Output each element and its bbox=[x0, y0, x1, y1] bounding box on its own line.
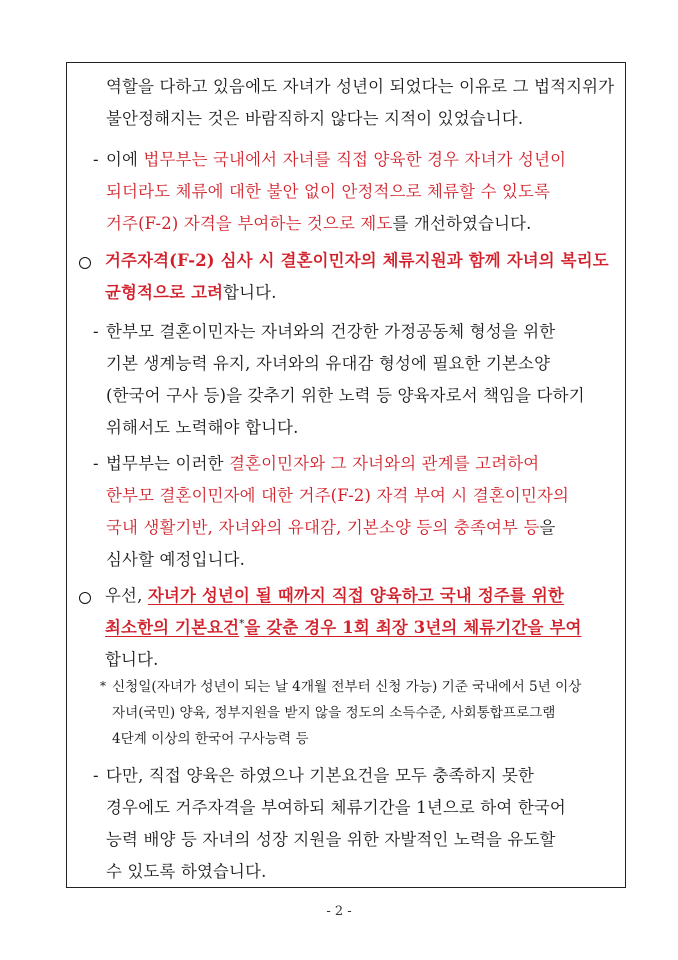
text-segment: 한부모 결혼이민자는 자녀와의 건강한 가정공동체 형성을 위한 bbox=[106, 322, 556, 341]
text-line bbox=[105, 245, 609, 277]
paragraph-1 bbox=[106, 71, 614, 135]
text-segment: 4단계 이상의 한국어 구사능력 등 bbox=[112, 731, 309, 747]
dash-marker: - bbox=[93, 454, 99, 473]
text-line bbox=[112, 674, 581, 700]
dash-marker: - bbox=[93, 150, 99, 169]
text-segment: 을 갖춘 경우 1회 최장 3년의 체류기간을 부여 bbox=[244, 618, 582, 637]
text-segment: 수 있도록 하였습니다. bbox=[106, 862, 267, 881]
footnote-marker: * bbox=[100, 679, 106, 693]
text-segment: 법무부는 국내에서 자녀를 직접 양육한 경우 자녀가 성년이 bbox=[143, 150, 567, 169]
paragraph-4 bbox=[106, 316, 585, 444]
text-segment: 역할을 다하고 있음에도 자녀가 성년이 되었다는 이유로 그 법적지위가 bbox=[106, 77, 615, 96]
text-segment: 자녀가 성년이 될 때까지 직접 양육하고 국내 정주를 위한 bbox=[147, 586, 564, 605]
text-segment: 결혼이민자와 그 자녀와의 관계를 고려하여 bbox=[229, 454, 540, 473]
text-segment: * bbox=[239, 618, 245, 630]
text-line bbox=[112, 726, 581, 752]
text-line bbox=[106, 412, 585, 444]
text-line bbox=[106, 103, 614, 135]
text-line bbox=[106, 760, 566, 792]
text-segment: 이에 bbox=[106, 150, 144, 169]
text-line bbox=[106, 856, 566, 888]
text-segment: (한국어 구사 등)을 갖추기 위한 노력 등 양육자로서 책임을 다하기 bbox=[106, 386, 585, 405]
text-line bbox=[112, 700, 581, 726]
paragraph-7 bbox=[106, 760, 566, 888]
text-line bbox=[106, 71, 614, 103]
text-segment: 다만, 직접 양육은 하였으나 기본요건을 모두 충족하지 못한 bbox=[106, 766, 535, 785]
text-segment: 최소한의 기본요건 bbox=[105, 618, 240, 637]
circle-bullet-icon bbox=[79, 592, 91, 604]
text-segment: 를 개선하였습니다. bbox=[392, 214, 532, 233]
page-number: - 2 - bbox=[326, 904, 352, 919]
text-line bbox=[106, 380, 585, 412]
text-segment: 심사할 예정입니다. bbox=[106, 550, 246, 569]
text-line bbox=[106, 176, 566, 208]
text-segment: 균형적으로 고려 bbox=[105, 283, 224, 302]
text-segment: 합니다. bbox=[223, 283, 277, 302]
paragraph-2 bbox=[106, 144, 566, 240]
text-line bbox=[106, 348, 585, 380]
circle-bullet-icon bbox=[79, 257, 91, 269]
text-segment: 위해서도 노력해야 합니다. bbox=[106, 418, 299, 437]
text-line bbox=[106, 316, 585, 348]
paragraph-6 bbox=[105, 580, 582, 676]
text-segment: 거주(F-2) 자격을 부여하는 것으로 제도 bbox=[106, 214, 393, 233]
text-segment: 을 bbox=[539, 518, 556, 537]
dash-marker: - bbox=[93, 766, 99, 785]
text-line bbox=[106, 544, 569, 576]
text-segment: 한부모 결혼이민자에 대한 거주(F-2) 자격 부여 시 결혼이민자의 bbox=[106, 486, 570, 505]
paragraph-3 bbox=[105, 245, 609, 309]
text-line bbox=[106, 792, 566, 824]
text-segment: 경우에도 거주자격을 부여하되 체류기간을 1년으로 하여 한국어 bbox=[106, 798, 566, 817]
text-segment: 법무부는 이러한 bbox=[106, 454, 230, 473]
text-segment: 합니다. bbox=[105, 650, 159, 669]
text-line bbox=[106, 144, 566, 176]
footnote bbox=[112, 674, 581, 752]
text-line bbox=[105, 644, 582, 676]
text-line bbox=[106, 824, 566, 856]
text-line bbox=[105, 580, 582, 612]
text-segment: 자녀(국민) 양육, 정부지원을 받지 않을 정도의 소득수준, 사회통합프로그램 bbox=[112, 705, 556, 721]
paragraph-5 bbox=[106, 448, 569, 576]
text-segment: 불안정해지는 것은 바람직하지 않다는 지적이 있었습니다. bbox=[106, 109, 524, 128]
dash-marker: - bbox=[93, 322, 99, 341]
text-line bbox=[106, 512, 569, 544]
text-segment: 국내 생활기반, 자녀와의 유대감, 기본소양 등의 충족여부 등 bbox=[106, 518, 540, 537]
text-line bbox=[106, 480, 569, 512]
text-segment: 능력 배양 등 자녀의 성장 지원을 위한 자발적인 노력을 유도할 bbox=[106, 830, 556, 849]
text-line bbox=[105, 612, 582, 644]
text-segment: 기본 생계능력 유지, 자녀와의 유대감 형성에 필요한 기본소양 bbox=[106, 354, 551, 373]
text-line bbox=[106, 208, 566, 240]
text-segment: 거주자격(F-2) 심사 시 결혼이민자의 체류지원과 함께 자녀의 복리도 bbox=[105, 251, 609, 270]
text-segment: 신청일(자녀가 성년이 되는 날 4개월 전부터 신청 가능) 기준 국내에서 5년 이상 bbox=[112, 679, 582, 695]
text-line bbox=[105, 277, 609, 309]
text-line bbox=[106, 448, 569, 480]
text-segment: 되더라도 체류에 대한 불안 없이 안정적으로 체류할 수 있도록 bbox=[106, 182, 551, 201]
text-segment: 우선, bbox=[105, 586, 148, 605]
